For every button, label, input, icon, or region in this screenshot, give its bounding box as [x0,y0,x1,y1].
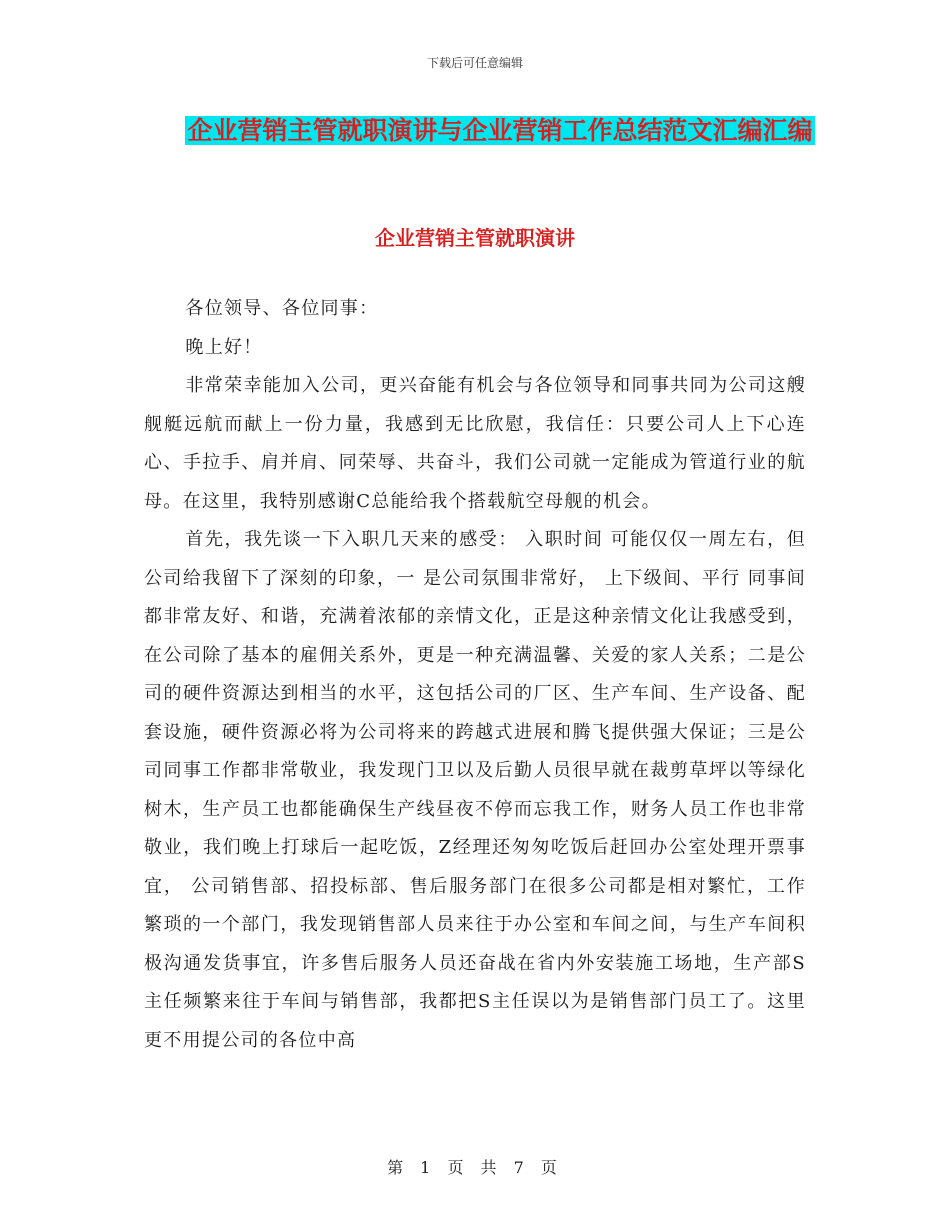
document-title [150,110,850,152]
title-highlight: 企业营销主管就职演讲与企业营销工作总结范文汇编汇编 [187,116,813,145]
salutation: 各位领导、各位同事： [185,298,379,319]
section-title: 企业营销主管就职演讲 [375,226,575,250]
paragraph: 首先，我先谈一下入职几天来的感受： 入职时间 可能仅仅一周左右，但公司给我留下了深刻的印象，一 是公司氛围非常好， 上下级间、平行 同事间都非常友好、和谐，充满着浓郁的亲情文化，正是这种亲情文化让我感受到，在公司除了基本的雇佣关系外，更是一种充满温馨、关爱的家人关系；二是公司的硬件资源达到相当的水平，这包括公司的厂区、生产车间、生产设备、配套设施，硬件资源必将为公司将来的跨越式进展和腾飞提供强大保证；三是公司同事工作都非常敬业，我发现门卫以及后勤人员很早就在裁剪草坪以等绿化树木，生产员工也都能确保生产线昼夜不停而忘我工作，财务人员工作也非常敬业，我们晚上打球后一起吃饭，Z经理还匆匆吃饭后赶回办公室处理开票事宜， 公司销售部、招投标部、售后服务部门在很多公司都是相对繁忙，工作繁琐的一个部门，我发现销售部人员来往于办公室和车间之间，与生产车间积极沟通发货事宜，许多售后服务人员还奋战在省内外安装施工场地，生产部S主任频繁来往于车间与销售部，我都把S主任误以为是销售部门员工了。这里更不用提公司的各位中高 [144,529,806,1051]
paragraph: 非常荣幸能加入公司，更兴奋能有机会与各位领导和同事共同为公司这艘舰艇远航而献上一份力量，我感到无比欣慰，我信任：只要公司人上下心连心、手拉手、肩并肩、同荣辱、共奋斗，我们公司就一定能成为管道行业的航母。在这里，我特别感谢C总能给我个搭载航空母舰的机会。 [144,375,806,512]
body-text [144,290,806,1060]
header-note: 下载后可任意编辑 [426,56,523,70]
greeting: 晚上好！ [185,336,263,358]
page-footer: 第 1 页 共 7 页 [387,1158,563,1177]
